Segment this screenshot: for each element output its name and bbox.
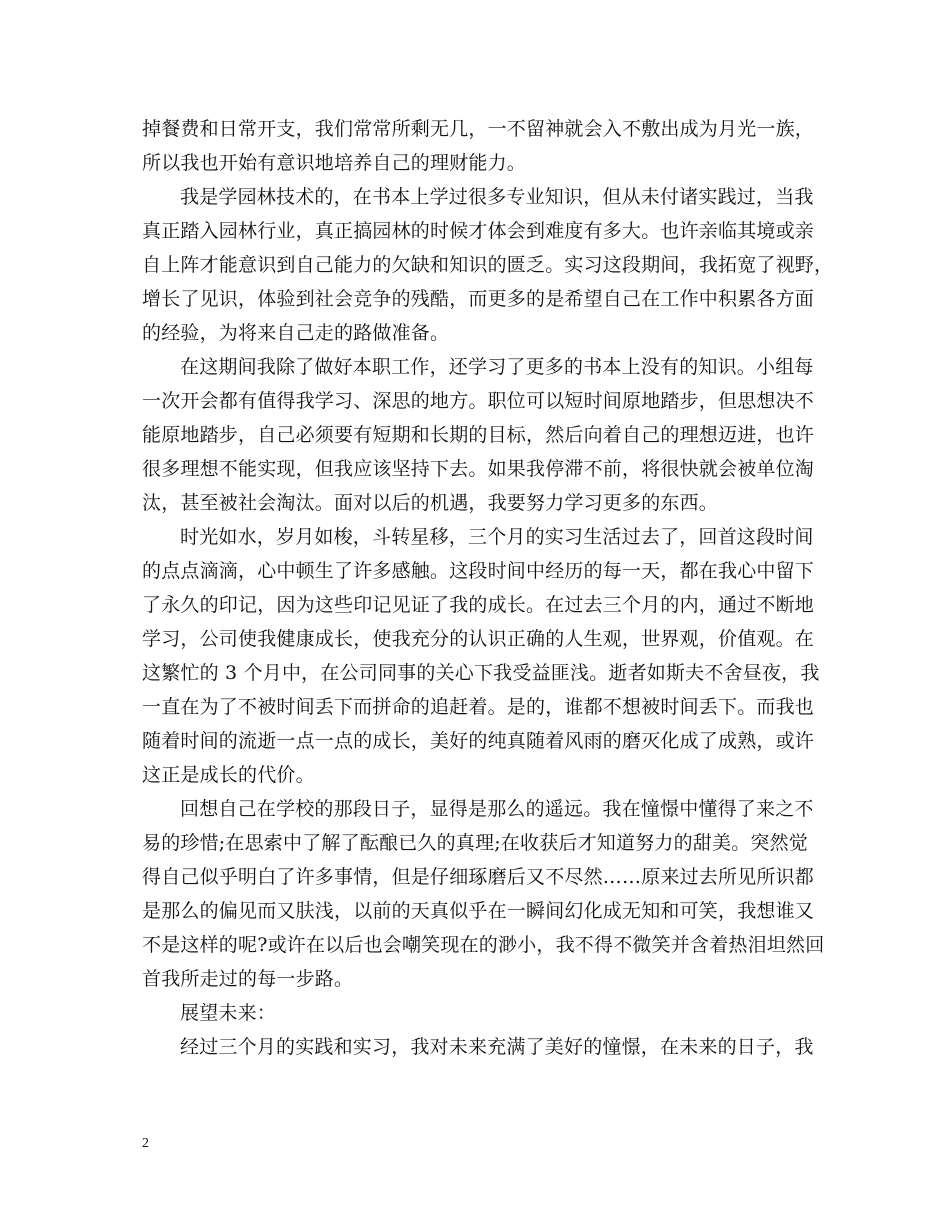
- text-line: 这正是成长的代价。: [142, 764, 315, 786]
- text-line: 自上阵才能意识到自己能力的欠缺和知识的匮乏。实习这段期间，我拓宽了视野，: [142, 254, 834, 276]
- paragraph-first-line: 我是学园林技术的，在书本上学过很多专业知识，但从未付诸实践过，当我: [180, 186, 814, 208]
- text-line: 随着时间的流逝一点一点的成长，美好的纯真随着风雨的磨灭化成了成熟，或许: [142, 730, 815, 752]
- text-line: 易的珍惜;在思索中了解了酝酿已久的真理;在收获后才知道努力的甜美。突然觉: [142, 832, 809, 854]
- section-heading: 展望未来：: [180, 1002, 277, 1024]
- text-line: 得自己似乎明白了许多事情，但是仔细琢磨后又不尽然……原来过去所见所识都: [142, 866, 815, 888]
- text-line: 是那么的偏见而又肤浅，以前的天真似乎在一瞬间幻化成无知和可笑，我想谁又: [142, 900, 815, 922]
- text-line: 一次开会都有值得我学习、深思的地方。职位可以短时间原地踏步，但思想决不: [142, 390, 815, 412]
- text-line: 学习，公司使我健康成长，使我充分的认识正确的人生观，世界观，价值观。在: [142, 628, 815, 650]
- text-line: 这繁忙的 3 个月中，在公司同事的关心下我受益匪浅。逝者如斯夫不舍昼夜，我: [142, 662, 820, 684]
- paragraph-first-line: 经过三个月的实践和实习，我对未来充满了美好的憧憬，在未来的日子，我: [180, 1036, 814, 1058]
- paragraph-first-line: 回想自己在学校的那段日子，显得是那么的遥远。我在憧憬中懂得了来之不: [180, 798, 814, 820]
- body-text: [142, 112, 834, 1064]
- text-line: 增长了见识，体验到社会竞争的残酷，而更多的是希望自己在工作中积累各方面: [142, 288, 815, 310]
- paragraph-first-line: 在这期间我除了做好本职工作，还学习了更多的书本上没有的知识。小组每: [180, 356, 814, 378]
- text-line: 不是这样的呢?或许在以后也会嘲笑现在的渺小，我不得不微笑并含着热泪坦然回: [142, 934, 825, 956]
- text-line: 所以我也开始有意识地培养自己的理财能力。: [142, 152, 527, 174]
- paragraph-first-line: 时光如水，岁月如梭，斗转星移，三个月的实习生活过去了，回首这段时间: [180, 526, 814, 548]
- text-line: 的经验，为将来自己走的路做准备。: [142, 322, 450, 344]
- text-line: 了永久的印记，因为这些印记见证了我的成长。在过去三个月的内，通过不断地: [142, 594, 815, 616]
- page-number: 2: [142, 1136, 149, 1151]
- text-line: 掉餐费和日常开支，我们常常所剩无几，一不留神就会入不敷出成为月光一族，: [142, 118, 815, 140]
- text-line: 能原地踏步，自己必须要有短期和长期的目标，然后向着自己的理想迈进，也许: [142, 424, 815, 446]
- text-line: 首我所走过的每一步路。: [142, 968, 354, 990]
- text-line: 真正踏入园林行业，真正搞园林的时候才体会到难度有多大。也许亲临其境或亲: [142, 220, 815, 242]
- text-line: 很多理想不能实现，但我应该坚持下去。如果我停滞不前，将很快就会被单位淘: [142, 458, 815, 480]
- text-line: 一直在为了不被时间丢下而拼命的追赶着。是的，谁都不想被时间丢下。而我也: [142, 696, 815, 718]
- text-line: 的点点滴滴，心中顿生了许多感触。这段时间中经历的每一天，都在我心中留下: [142, 560, 815, 582]
- text-line: 汰，甚至被社会淘汰。面对以后的机遇，我要努力学习更多的东西。: [142, 492, 719, 514]
